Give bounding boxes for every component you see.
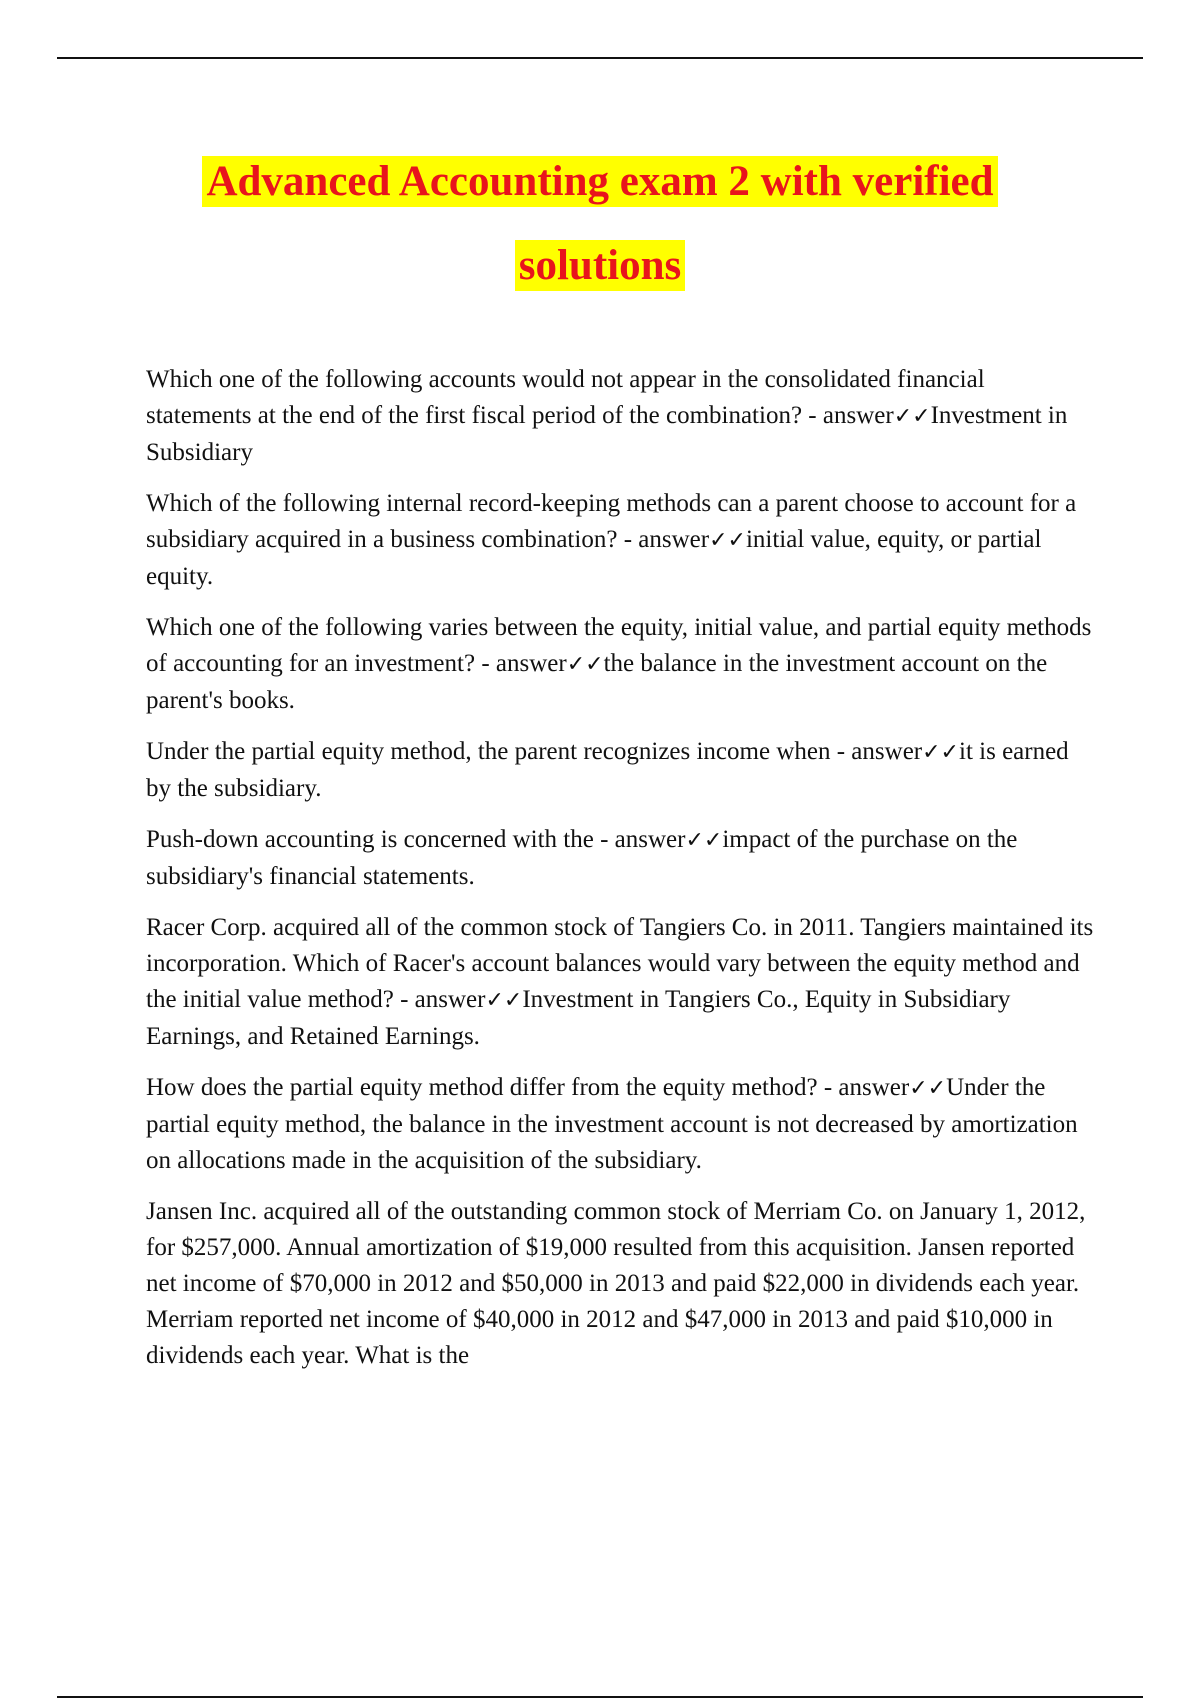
check-mark-icon: ✓✓ — [893, 404, 931, 429]
answer-text: initial value, equity, or partial equity. — [146, 526, 1042, 590]
top-rule — [57, 57, 1143, 59]
check-mark-icon: ✓✓ — [566, 652, 604, 677]
document-title — [60, 140, 1140, 308]
question-text: Racer Corp. acquired all of the common stock of Tangiers Co. in 2011. Tangiers maintained its incorporation. Which of Racer's account balances would vary between the equity method and the initial value method? — [146, 914, 1094, 1013]
question-text: Which one of the following accounts would not appear in the consolidated financial statements at the end of the first fiscal period of the combination? — [146, 366, 985, 429]
check-mark-icon: ✓✓ — [922, 740, 959, 765]
question-text: Which of the following internal record-keeping methods can a parent choose to account for a subsidiary acquired in a business combination? — [146, 490, 1077, 553]
answer-label: - answer — [830, 738, 923, 765]
answer-label: - answer — [617, 526, 710, 553]
qa-item — [146, 822, 1096, 895]
check-mark-icon: ✓✓ — [485, 988, 523, 1013]
answer-text: Investment in Tangiers Co., Equity in Subsidiary Earnings, and Retained Earnings. — [146, 986, 1011, 1050]
question-text: Which one of the following varies between the equity, initial value, and partial equity methods of accounting for an investment? — [146, 614, 1092, 677]
answer-label: - answer — [475, 650, 567, 677]
question-text: Push-down accounting is concerned with the — [146, 826, 594, 853]
bottom-rule — [57, 1696, 1143, 1698]
qa-item — [146, 486, 1096, 595]
qa-item — [146, 610, 1096, 719]
answer-label: - answer — [593, 826, 686, 853]
question-list — [146, 362, 1096, 1389]
answer-text: the balance in the investment account on the parent's books. — [146, 650, 1048, 714]
check-mark-icon: ✓✓ — [909, 1076, 947, 1101]
question-text: How does the partial equity method differ from the equity method? — [146, 1074, 818, 1101]
answer-label: - answer — [393, 986, 486, 1013]
answer-label: - answer — [802, 402, 894, 429]
title-line-1: Advanced Accounting exam 2 with verified — [202, 156, 997, 207]
question-text: Under the partial equity method, the parent recognizes income when — [146, 738, 831, 765]
question-text: Jansen Inc. acquired all of the outstanding common stock of Merriam Co. on January 1, 2012, for $257,000. Annual amortization of $19,000 resulted from this acquisition. Jansen reported net income of $70,000 in 2012 and $50,000 in 2013 and paid $22,000 in dividends each year. Merriam reported net income of $40,000 in 2012 and $47,000 in 2013 and paid $10,000 in dividends each year. What is the — [146, 1198, 1086, 1369]
qa-item — [146, 1070, 1096, 1179]
check-mark-icon: ✓✓ — [709, 528, 746, 553]
check-mark-icon: ✓✓ — [685, 828, 723, 853]
qa-item — [146, 1194, 1096, 1374]
answer-text: Investment in Subsidiary — [146, 402, 1068, 466]
answer-text: it is earned by the subsidiary. — [146, 738, 1069, 802]
answer-label: - answer — [817, 1074, 910, 1101]
answer-text: impact of the purchase on the subsidiary's financial statements. — [146, 826, 1018, 890]
qa-item — [146, 734, 1096, 807]
title-line-2: solutions — [515, 240, 686, 291]
qa-item — [146, 910, 1096, 1055]
answer-text: Under the partial equity method, the balance in the investment account is not decreased by amortization on allocations made in the acquisition of the subsidiary. — [146, 1074, 1078, 1174]
qa-item — [146, 362, 1096, 471]
